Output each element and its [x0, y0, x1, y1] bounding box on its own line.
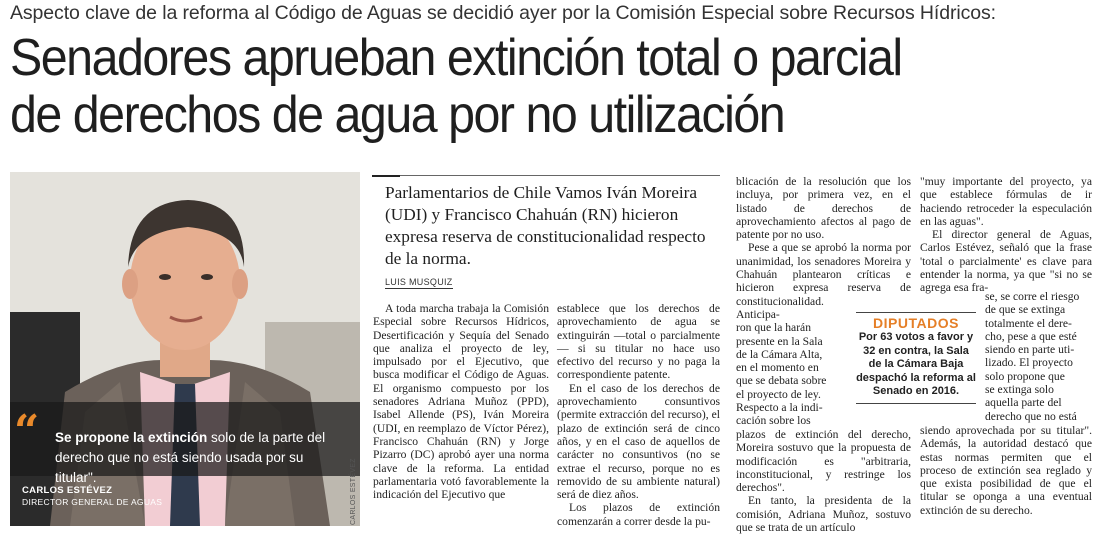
paragraph: blicación de la resolución que los incluya, por primera vez, en el listado de derechos de aprovechamiento afectos al pago de patente por no uso. [736, 175, 911, 242]
body-column-4-wrap [985, 290, 1092, 423]
body-column-3-continued [736, 428, 911, 534]
photo-credit: CARLOS ESTÉVEZ [350, 458, 357, 525]
diputados-sidebar [856, 312, 976, 404]
text-line: presente en la Sala [736, 334, 823, 348]
text-line: siendo en parte uti- [985, 343, 1075, 357]
body-column-2 [557, 302, 720, 528]
text-line: de que se extinga [985, 303, 1066, 317]
quote-mark-icon: “ [14, 406, 40, 457]
text-line: en el momento en [736, 361, 819, 375]
text-line: Respecto a la indi- [736, 401, 823, 415]
text-line: aquella parte del [985, 396, 1062, 410]
kicker: Aspecto clave de la reforma al Código de Aguas se decidió ayer por la Comisión Especial sobre Recursos Hídricos: [10, 2, 996, 24]
headline [10, 30, 1024, 144]
body-column-1 [373, 302, 549, 501]
text-line: el proyecto de ley. [736, 387, 821, 401]
lead-rule-thick [372, 175, 400, 177]
text-line: se, se corre el riesgo [985, 290, 1080, 303]
lead-paragraph: Parlamentarios de Chile Vamos Iván Moreira (UDI) y Francisco Chahuán (RN) hicieron expresa reserva de constitucionalidad respecto de la norma. [385, 183, 706, 268]
text-line: solo propone que [985, 369, 1065, 383]
sidebar-title: DIPUTADOS [873, 315, 959, 331]
text-line: totalmente el dere- [985, 316, 1072, 330]
paragraph: El director general de Aguas, Carlos Estévez, señaló que la frase 'total o parcialmente' es clave para entender la norma, ya que "si no se agrega esa fra- [920, 228, 1092, 295]
body-column-4 [920, 175, 1092, 295]
sidebar-body: Por 63 votos a favor y 32 en contra, la Sala de la Cámara Baja despachó la reforma al Senado en 2016. [856, 331, 976, 397]
text-line: cho, pese a que esté [985, 329, 1077, 343]
headline-line-2: de derechos de agua por no utilización [10, 86, 785, 144]
paragraph: En el caso de los derechos de aprovechamiento consuntivos (permite extracción del recurso), el plazo de extinción será de cinco años, y en el caso de aquellos de carácter no consuntivos (no se extrae el recurso, porque no es removido de su ambiente natural) será de diez años. [557, 381, 720, 502]
paragraph: establece que los derechos de aprovechamiento de agua se extinguirán —total o parcialmente— si su titular no hace uso efectivo del recurso y no paga la correspondiente patente. [557, 302, 720, 382]
paragraph: "muy importante del proyecto, ya que establece fórmulas de ir haciendo retroceder la especulación en las aguas". [920, 175, 1092, 228]
text-line: que se debata sobre [736, 374, 827, 388]
paragraph: En tanto, la presidenta de la comisión, Adriana Muñoz, sostuvo que se trata de un artículo [736, 494, 911, 535]
body-column-3 [736, 175, 911, 308]
body-column-3-wrap [736, 308, 851, 428]
paragraph: A toda marcha trabaja la Comisión Especial sobre Recursos Hídricos, Desertificación y Sequía del Senado que analiza el proyecto de ley, impulsado por el Ejecutivo, que busca modificar el Código de Aguas. El organismo compuesto por los senadores Adriana Muñoz (PPD), Isabel Allende (PS), Iván Moreira (UDI, en reemplazo de Víctor Pérez), Francisco Chahuán (RN) y Jorge Pizarro (DC) aprobó ayer una norma clave de la reforma. La entidad parlamentaria votó favorablemente la indicación del Ejecutivo que [373, 302, 549, 502]
text-line: se extinga solo [985, 383, 1054, 397]
caption-role: DIRECTOR GENERAL DE AGUAS [22, 497, 163, 507]
text-line: derecho que no está [985, 409, 1077, 423]
paragraph: plazos de extinción del derecho, Moreira sostuvo que la propuesta de modificación es "arbitraria, inconstitucional, y restringe los derechos". [736, 428, 911, 495]
text-line: Anticipa- [736, 308, 780, 321]
pull-quote-bold: Se propone la extinción [55, 430, 208, 445]
pull-quote-rest: solo de la parte del derecho que no está siendo usada por su titular". [55, 430, 326, 485]
text-line: cación sobre los [736, 414, 811, 428]
body-column-4-continued [920, 424, 1092, 517]
byline: LUIS MUSQUIZ [385, 277, 453, 287]
paragraph: siendo aprovechada por su titular". Además, la autoridad destacó que estas normas permiten que el proceso de extinción sea reglado y que exista posibilidad de que el titular se oponga a una eventual extinción de su derecho. [920, 424, 1092, 517]
text-line: ron que la harán [736, 321, 812, 335]
text-line: de la Cámara Alta, [736, 347, 823, 361]
text-line: lizado. El proyecto [985, 356, 1073, 370]
paragraph: Los plazos de extinción comenzarán a correr desde la pu- [557, 501, 720, 528]
lead-rule-thin [400, 175, 720, 176]
pull-quote [55, 428, 345, 488]
paragraph: Pese a que se aprobó la norma por unanimidad, los senadores Moreira y Chahuán plantearon críticas e hicieron expresa reserva de constitucionalidad. [736, 241, 911, 308]
headline-line-1: Senadores aprueban extinción total o parcial [10, 29, 902, 87]
caption-name: CARLOS ESTÉVEZ [22, 485, 113, 496]
